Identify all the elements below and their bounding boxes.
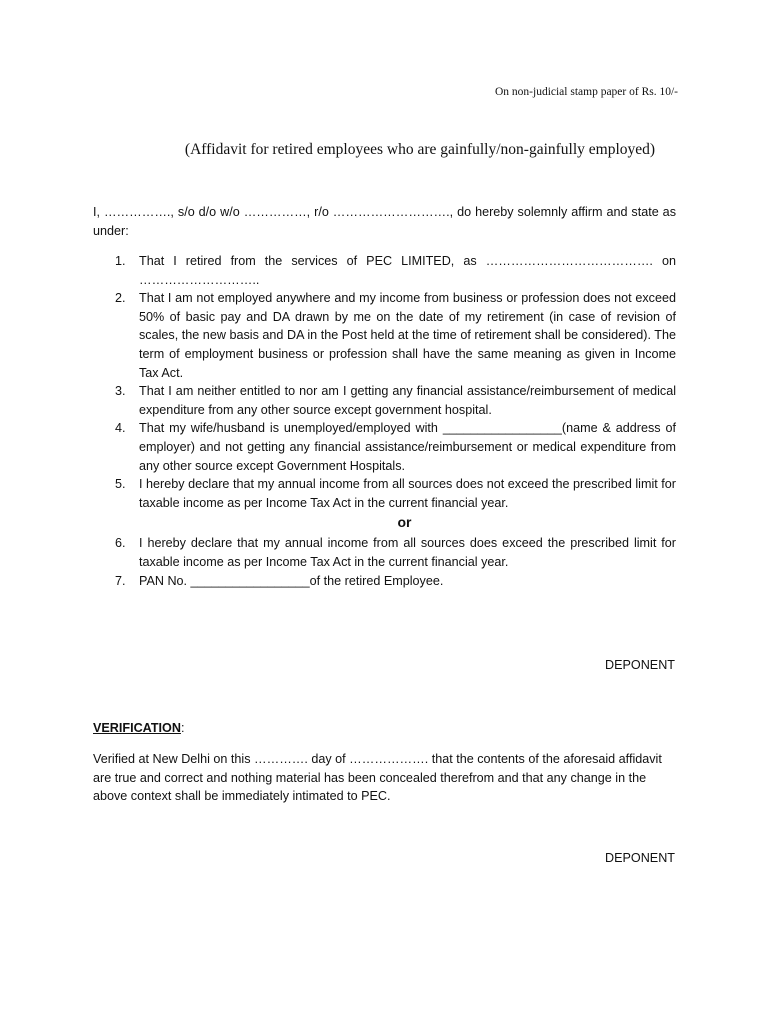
deponent-verification-label: DEPONENT bbox=[605, 851, 675, 865]
list-item bbox=[93, 419, 676, 475]
item-number: 1. bbox=[115, 254, 126, 268]
affidavit-statements-list bbox=[93, 252, 676, 590]
item-text: I hereby declare that my annual income from all sources does exceed the prescribed limit for taxable income as per Income Tax Act in the current financial year. bbox=[139, 536, 676, 569]
list-item bbox=[93, 572, 676, 591]
deponent-signature-label: DEPONENT bbox=[605, 658, 675, 672]
list-item bbox=[93, 382, 676, 419]
verification-heading-text: VERIFICATION bbox=[93, 721, 181, 735]
item-text: That my wife/husband is unemployed/employed with _________________(name & address of employer) and not getting any financial assistance/reimbursement or medical expenditure from any other source except Government Hospitals. bbox=[139, 421, 676, 473]
intro-paragraph: I, ……………., s/o d/o w/o ……………, r/o ………………………., do hereby solemnly affirm and state as under: bbox=[93, 205, 676, 238]
item-number: 3. bbox=[115, 384, 126, 399]
item-number: 7. bbox=[115, 573, 126, 588]
item-text: That I am neither entitled to nor am I getting any financial assistance/reimbursement of medical expenditure from any other source except government hospital. bbox=[139, 384, 676, 417]
list-item bbox=[93, 252, 676, 289]
verification-heading bbox=[93, 719, 184, 738]
affidavit-title: (Affidavit for retired employees who are gainfully/non-gainfully employed) bbox=[184, 141, 656, 158]
verification-heading-colon: : bbox=[180, 721, 185, 735]
item-text: That I retired from the services of PEC LIMITED, as …………………………………. on ……………………….. bbox=[139, 254, 676, 287]
item-number: 2. bbox=[115, 291, 126, 306]
or-separator: or bbox=[397, 514, 412, 531]
item-text: That I am not employed anywhere and my income from business or profession does not exceed 50% of basic pay and DA drawn by me on the date of my retirement (in case of revision of scales, the new basis and DA in the Post held at the time of retirement shall be considered). The term of employment business or profession shall have the same meaning as given in Income Tax Act. bbox=[139, 291, 676, 380]
item-text: PAN No. _________________of the retired Employee. bbox=[139, 573, 444, 588]
item-number: 6. bbox=[115, 536, 126, 551]
item-text: I hereby declare that my annual income from all sources does not exceed the prescribed limit for taxable income as per Income Tax Act in the current financial year. bbox=[139, 477, 676, 510]
list-item bbox=[93, 534, 676, 571]
stamp-paper-note: On non-judicial stamp paper of Rs. 10/- bbox=[494, 86, 678, 98]
list-item bbox=[93, 289, 676, 382]
item-number: 5. bbox=[115, 477, 126, 492]
list-item bbox=[93, 475, 676, 512]
item-number: 4. bbox=[115, 421, 126, 436]
verification-paragraph: Verified at New Delhi on this …………. day of ………………. that the contents of the aforesaid affidavit are true and correct and nothing material has been concealed therefrom and that any change in the above context shall be immediately intimated to PEC. bbox=[93, 752, 662, 804]
